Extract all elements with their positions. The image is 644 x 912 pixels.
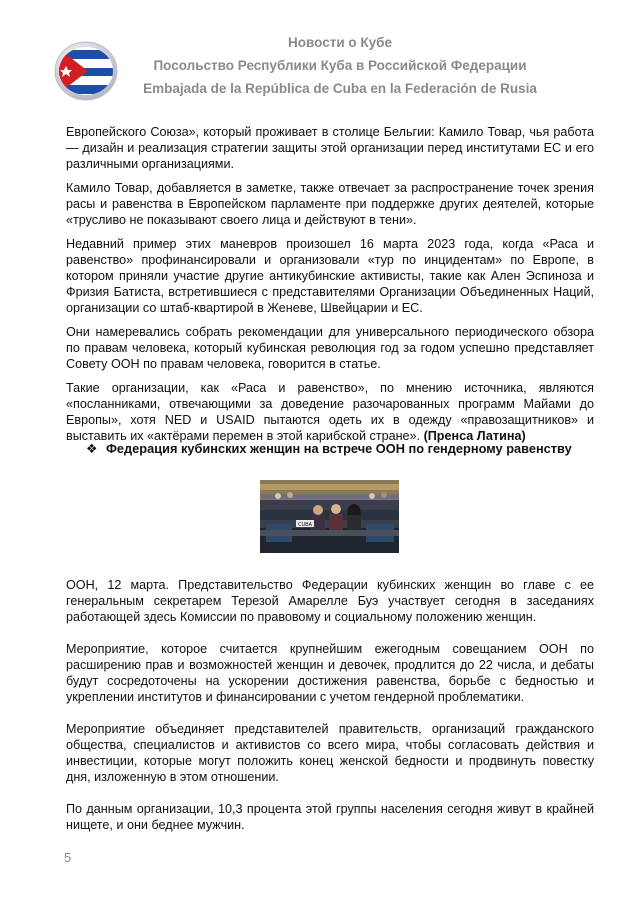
article-paragraph: ООН, 12 марта. Представительство Федерации кубинских женщин во главе с ее генеральным секретарем Терезой Амарелле Буэ участвует сегодня в заседаниях работающей здесь Комиссии по правовому и социальному положению женщин. xyxy=(66,578,594,624)
article-fmc xyxy=(66,577,594,849)
un-meeting-photo xyxy=(260,480,399,553)
page-header xyxy=(0,0,644,110)
diamond-bullet-icon: ❖ xyxy=(86,441,98,456)
article-paragraph-last xyxy=(66,380,594,444)
section-title: Федерация кубинских женщин на встрече ООН по гендерному равенству xyxy=(106,441,572,456)
article-paragraph: Мероприятие, которое считается крупнейшим ежегодным совещанием ООН по расширению прав и возможностей женщин и девочек, продлится до 22 числа, и дебаты будут сосредоточены на ускорении достижения равенства, борьбе с бедностью и укреплении институтов и финансировании с учетом гендерной проблематики. xyxy=(66,642,594,704)
article-continuation xyxy=(66,124,594,452)
header-embassy-spanish: Embajada de la República de Cuba en la Federación de Rusia xyxy=(143,81,537,96)
article-source: (Пренса Латина) xyxy=(423,429,526,443)
article-paragraph: Камило Товар, добавляется в заметке, также отвечает за распространение точек зрения расы и равенства в Европейском парламенте при поддержке других деятелей, которые «трусливо не показывают своего лица и действуют в тени». xyxy=(66,181,594,227)
header-newsletter-title: Новости о Кубе xyxy=(288,35,392,50)
cuba-flag-logo-icon xyxy=(54,40,118,102)
header-embassy-russian: Посольство Республики Куба в Российской Федерации xyxy=(153,58,527,73)
article-paragraph: Европейского Союза», который проживает в столице Бельгии: Камило Товар, чья работа — дизайн и реализация стратегии защиты этой организации перед институтами ЕС и его различными организациями. xyxy=(66,125,594,171)
article-paragraph: Они намеревались собрать рекомендации для универсального периодического обзора по правам человека, который кубинская революция год за годом успешно представляет Совету ООН по правам человека, говорится в статье. xyxy=(66,325,594,371)
section-heading xyxy=(86,441,606,457)
article-paragraph: По данным организации, 10,3 процента этой группы населения сегодня живут в крайней нищете, и они беднее мужчин. xyxy=(66,802,594,832)
cuba-placard-label: CUBA xyxy=(298,522,312,528)
article-paragraph-text: Такие организации, как «Раса и равенство», по мнению источника, являются «посланниками, отвечающими за доведение разочарованных программ Майами до Европы», хотя NED и USAID пытаются одеть их в одежду «правозащитников» и выставить их «актёрами перемен в этой карибской стране». xyxy=(66,381,594,443)
page-number: 5 xyxy=(64,850,72,865)
article-paragraph: Недавний пример этих маневров произошел 16 марта 2023 года, когда «Раса и равенство» профинансировали и организовали «тур по инцидентам» по Европе, в котором приняли участие другие антикубинские активисты, такие как Ален Эспиноза и Фризия Батиста, встретившиеся с представителями Организации Объединенных Наций, организации со штаб-квартирой в Женеве, Швейцарии и ЕС. xyxy=(66,237,594,315)
article-paragraph: Мероприятие объединяет представителей правительств, организаций гражданского общества, специалистов и активистов со всего мира, чтобы согласовать действия и инвестиции, которые могут положить конец женской бедности и продвинуть повестку дня, изложенную в этом отношении. xyxy=(66,722,594,784)
